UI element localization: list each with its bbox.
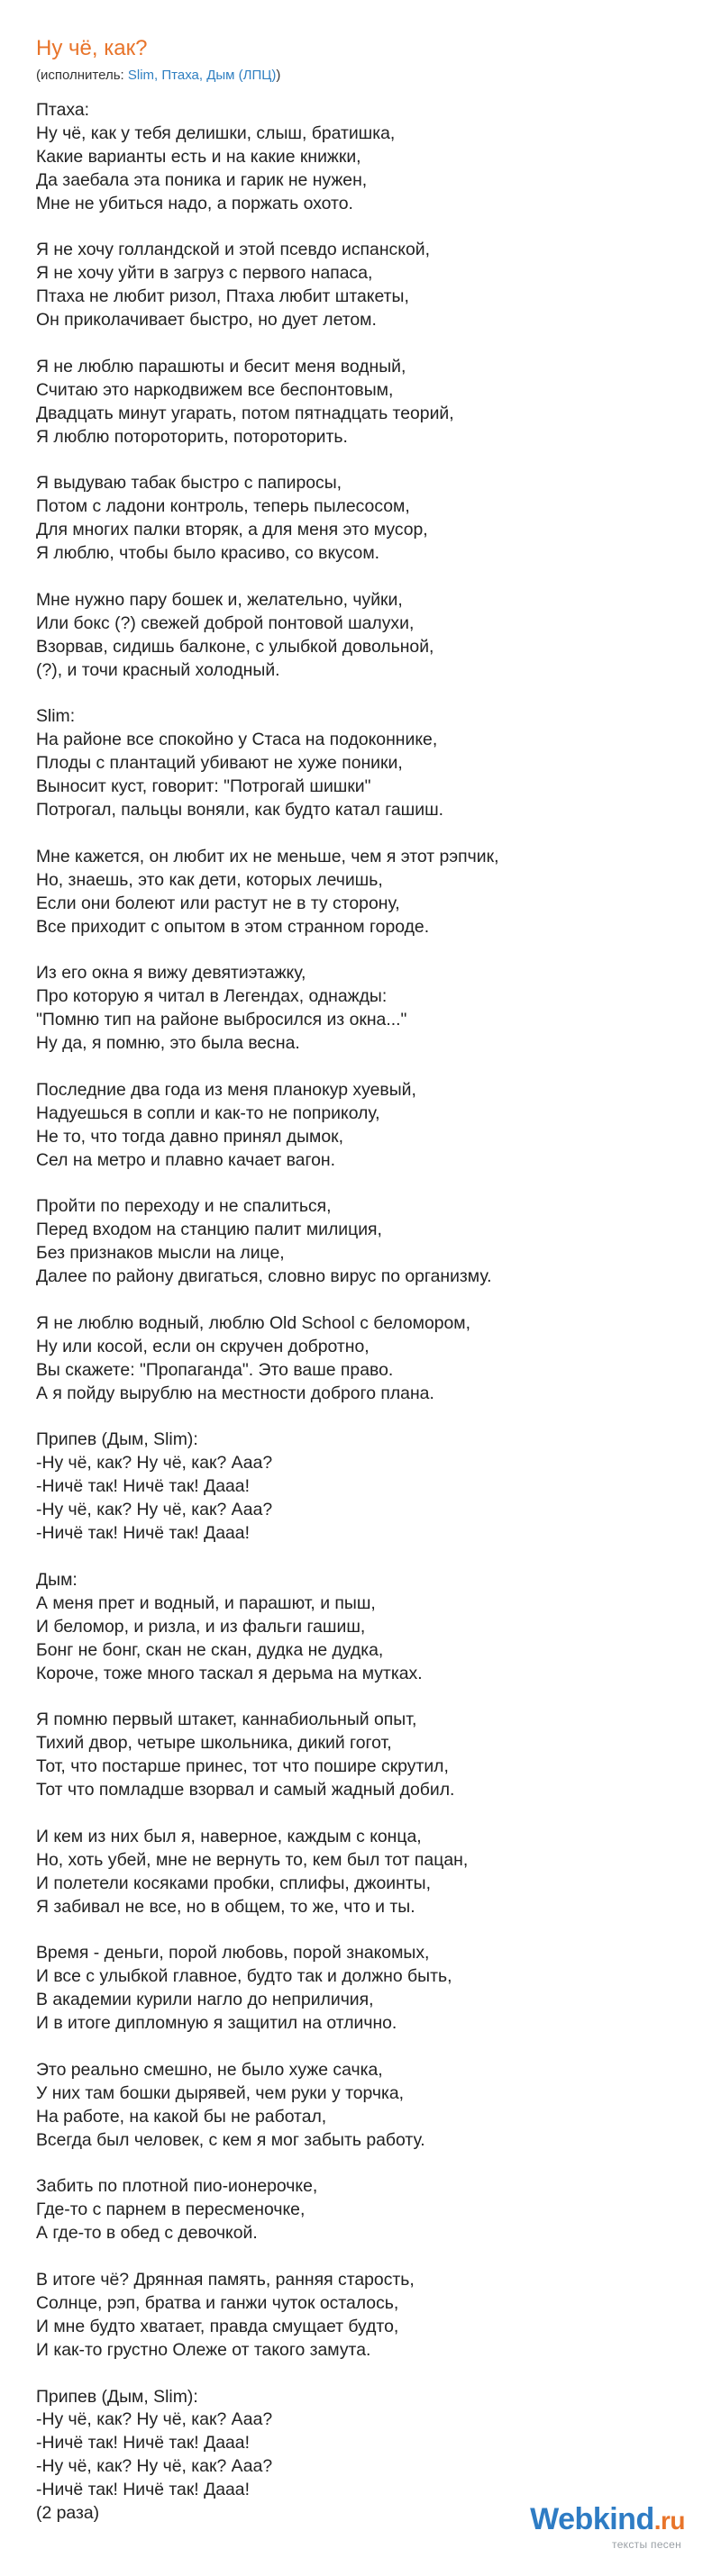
- lyric-line: И как-то грустно Олеже от такого замута.: [36, 2339, 371, 2360]
- lyric-line: На работе, на какой бы не работал,: [36, 2106, 327, 2127]
- lyric-line: Птаха:: [36, 100, 90, 120]
- lyric-line: Дым:: [36, 1569, 78, 1590]
- lyric-line: Тот что помладше взорвал и самый жадный добил.: [36, 1780, 455, 1800]
- lyric-line: Я не люблю водный, люблю Old School с беломором,: [36, 1312, 471, 1333]
- lyric-line: И полетели косяками пробки, сплифы, джоинты,: [36, 1873, 431, 1893]
- lyric-line: Про которую я читал в Легендах, однажды:: [36, 986, 388, 1007]
- lyric-line: Он приколачивает быстро, но дует летом.: [36, 310, 377, 331]
- lyric-line: Я выдуваю табак быстро с папиросы,: [36, 473, 342, 494]
- stanza: [36, 472, 685, 566]
- lyric-line: Slim:: [36, 706, 76, 727]
- stanza: [36, 1942, 685, 2036]
- lyric-line: Последние два года из меня планокур хуевый,: [36, 1079, 416, 1100]
- lyric-line: Припев (Дым, Slim):: [36, 2386, 198, 2407]
- lyric-line: И в итоге дипломную я защитил на отлично.: [36, 2013, 397, 2034]
- performer-prefix: (исполнитель:: [36, 68, 128, 83]
- lyric-line: У них там бошки дырявей, чем руки у торчка,: [36, 2082, 405, 2103]
- lyric-line: А где-то в обед с девочкой.: [36, 2223, 258, 2244]
- stanza: [36, 846, 685, 939]
- lyric-line: -Ну чё, как? Ну чё, как? Ааа?: [36, 1500, 273, 1520]
- lyric-line: Ну да, я помню, это была весна.: [36, 1033, 300, 1054]
- logo-wordmark: [530, 2502, 685, 2538]
- song-title: Ну чё, как?: [36, 36, 148, 60]
- lyric-line: Выносит куст, говорит: "Потрогай шишки": [36, 776, 371, 797]
- lyric-line: (?), и точи красный холодный.: [36, 659, 280, 680]
- lyric-line: (2 раза): [36, 2503, 100, 2524]
- lyric-line: Взорвав, сидишь балконе, с улыбкой довольной,: [36, 636, 434, 657]
- lyric-line: Я помню первый штакет, каннабиольный опыт,: [36, 1710, 417, 1730]
- lyric-line: -Ничё так! Ничё так! Дааа!: [36, 1476, 250, 1497]
- lyrics-body: [36, 99, 685, 2526]
- performer-suffix: ): [276, 68, 281, 83]
- stanza: [36, 962, 685, 1056]
- lyric-line: Всегда был человек, с кем я мог забыть работу.: [36, 2129, 425, 2150]
- lyric-line: Какие варианты есть и на какие книжки,: [36, 146, 361, 167]
- stanza: [36, 1079, 685, 1173]
- stanza: [36, 356, 685, 449]
- lyric-line: Если они болеют или растут не в ту сторону,: [36, 893, 400, 913]
- lyric-line: Но, хоть убей, мне не вернуть то, кем был тот пацан,: [36, 1849, 469, 1870]
- lyric-line: -Ну чё, как? Ну чё, как? Ааа?: [36, 2409, 273, 2430]
- lyric-line: "Помню тип на районе выбросился из окна...": [36, 1010, 407, 1030]
- stanza: [36, 1312, 685, 1406]
- lyric-line: И мне будто хватает, правда смущает будто,: [36, 2316, 399, 2336]
- stanza: [36, 1195, 685, 1289]
- stanza: [36, 2269, 685, 2363]
- lyric-line: В итоге чё? Дрянная память, ранняя старость,: [36, 2270, 415, 2290]
- lyric-line: Я забивал не все, но в общем, то же, что и ты.: [36, 1896, 415, 1917]
- stanza: [36, 589, 685, 683]
- lyric-line: Но, знаешь, это как дети, которых лечишь,: [36, 869, 383, 890]
- lyric-line: Пройти по переходу и не спалиться,: [36, 1196, 332, 1217]
- lyric-line: Далее по району двигаться, словно вирус по организму.: [36, 1266, 492, 1287]
- lyric-line: Потрогал, пальцы воняли, как будто катал гашиш.: [36, 800, 444, 821]
- lyric-line: Тот, что постарше принес, тот что поширe скрутил,: [36, 1756, 449, 1777]
- stanza: [36, 1429, 685, 1546]
- lyric-line: Ну или косой, если он скручен добротно,: [36, 1336, 370, 1356]
- lyric-line: Потом с ладони контроль, теперь пылесосом,: [36, 496, 410, 517]
- stanza: [36, 99, 685, 216]
- performer-line: [36, 67, 685, 85]
- lyric-line: Припев (Дым, Slim):: [36, 1429, 198, 1450]
- lyric-line: Или бокс (?) свежей доброй понтовой шалухи,: [36, 612, 415, 633]
- lyric-line: Птаха не любит ризол, Птаха любит штакеты,: [36, 286, 409, 307]
- stanza: [36, 1569, 685, 1686]
- lyric-line: -Ну чё, как? Ну чё, как? Ааа?: [36, 1453, 273, 1474]
- stanza: [36, 239, 685, 332]
- lyric-line: -Ничё так! Ничё так! Дааа!: [36, 2480, 250, 2500]
- stanza: [36, 2059, 685, 2153]
- stanza: [36, 2175, 685, 2245]
- lyric-line: Бонг не бонг, скан не скан, дудка не дудка,: [36, 1639, 384, 1660]
- lyric-line: Тихий двор, четыре школьника, дикий гогот,: [36, 1733, 392, 1754]
- lyric-line: Перед входом на станцию палит милиция,: [36, 1220, 382, 1240]
- lyric-line: Время - деньги, порой любовь, порой знакомых,: [36, 1943, 430, 1964]
- lyric-line: Короче, тоже много таскал я дерьма на мутках.: [36, 1663, 423, 1683]
- lyric-line: Все приходит с опытом в этом странном городе.: [36, 916, 430, 937]
- lyric-line: Плоды с плантаций убивают не хуже поники,: [36, 753, 403, 774]
- performer-link[interactable]: Slim, Птаха, Дым (ЛПЦ): [127, 68, 277, 83]
- lyric-line: А я пойду вырублю на местности доброго плана.: [36, 1383, 434, 1403]
- lyric-line: Вы скажете: "Пропаганда". Это ваше право.: [36, 1359, 394, 1380]
- lyric-line: Считаю это наркодвижем все беспонтовым,: [36, 379, 394, 400]
- lyric-line: Это реально смешно, не было хуже сачка,: [36, 2059, 383, 2080]
- lyric-line: Без признаков мысли на лице,: [36, 1243, 285, 1264]
- lyric-line: Для многих палки вторяк, а для меня это мусор,: [36, 520, 428, 540]
- logo-tld: .ru: [653, 2507, 685, 2535]
- lyric-line: Я люблю потороторить, потороторить.: [36, 426, 348, 447]
- lyric-line: Забить по плотной пио-ионерочке,: [36, 2176, 318, 2197]
- lyric-line: Мне кажется, он любит их не меньше, чем я этот рэпчик,: [36, 846, 499, 866]
- lyric-line: Из его окна я вижу девятиэтажку,: [36, 963, 306, 984]
- lyric-line: В академии курили нагло до неприличия,: [36, 1990, 374, 2010]
- lyric-line: И кем из них был я, наверное, каждым с конца,: [36, 1826, 422, 1846]
- site-logo[interactable]: [530, 2502, 685, 2551]
- lyric-line: Двадцать минут угарать, потом пятнадцать теорий,: [36, 403, 454, 423]
- stanza: [36, 705, 685, 822]
- logo-tagline: тексты песен: [612, 2538, 681, 2551]
- lyric-line: Мне не убиться надо, а поржать охото.: [36, 193, 353, 213]
- lyric-line: Мне нужно пару бошек и, желательно, чуйки,: [36, 589, 403, 610]
- lyric-line: А меня прет и водный, и парашют, и пыш,: [36, 1592, 376, 1613]
- lyric-line: Я не люблю парашюты и бесит меня водный,: [36, 356, 406, 376]
- lyric-line: -Ничё так! Ничё так! Дааа!: [36, 1523, 250, 1544]
- lyric-line: Где-то с парнем в пересменочке,: [36, 2200, 306, 2220]
- lyric-line: Да заебала эта поника и гарик не нужен,: [36, 169, 368, 190]
- lyric-line: И беломор, и ризла, и из фальги гашиш,: [36, 1616, 366, 1637]
- lyric-line: Я не хочу уйти в загруз с первого напаса,: [36, 263, 373, 284]
- logo-main-text: Webkind: [530, 2502, 654, 2536]
- lyric-line: Не то, что тогда давно принял дымок,: [36, 1126, 344, 1147]
- lyric-line: Сел на метро и плавно качает вагон.: [36, 1149, 335, 1170]
- lyric-line: Я люблю, чтобы было красиво, со вкусом.: [36, 543, 380, 564]
- lyric-line: И все с улыбкой главное, будто так и должно быть,: [36, 1966, 452, 1987]
- stanza: [36, 1709, 685, 1802]
- lyric-line: На районе все спокойно у Стаса на подоконнике,: [36, 730, 438, 750]
- lyric-line: -Ничё так! Ничё так! Дааа!: [36, 2433, 250, 2454]
- lyric-line: -Ну чё, как? Ну чё, как? Ааа?: [36, 2456, 273, 2477]
- lyric-line: Солнце, рэп, братва и ганжи чуток осталось,: [36, 2292, 399, 2313]
- lyric-line: Надуешься в сопли и как-то не поприколу,: [36, 1102, 380, 1123]
- lyric-line: Я не хочу голландской и этой псевдо испанской,: [36, 240, 430, 260]
- lyrics-page: [36, 34, 685, 2549]
- lyric-line: Ну чё, как у тебя делишки, слыш, братишка,: [36, 122, 396, 143]
- stanza: [36, 1826, 685, 1919]
